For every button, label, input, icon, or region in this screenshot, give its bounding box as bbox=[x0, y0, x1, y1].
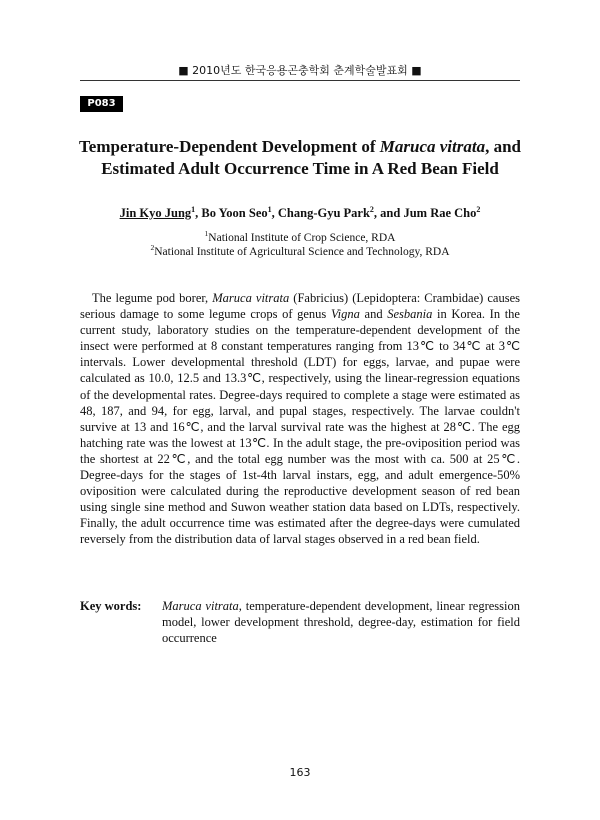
author-sep-3: , and bbox=[373, 206, 404, 221]
conference-header: ■ 2010년도 한국응용곤충학회 춘계학술발표회 ■ bbox=[178, 64, 422, 77]
affiliation-1-name: National Institute of Crop Science, RDA bbox=[208, 231, 396, 244]
poster-code-badge: P083 bbox=[80, 96, 123, 112]
abstract-s3: (Fabricius) (Lepidoptera: Crambidae) causes serious damage to some legume crops of genus bbox=[80, 291, 520, 322]
author-2-sup: 1 bbox=[267, 205, 272, 214]
abstract-text bbox=[80, 290, 520, 548]
author-list bbox=[60, 205, 540, 221]
author-4-sup: 2 bbox=[476, 205, 481, 214]
affiliation-2-name: National Institute of Agricultural Science and Technology, RDA bbox=[154, 245, 450, 258]
affiliation-2 bbox=[60, 243, 540, 258]
author-sep-2: , bbox=[271, 206, 278, 221]
abstract-s7: in Korea. In the current study, laboratory studies on the temperature-dependent development of the insect were performed at 8 constant temperatures ranging from 13℃ to 34℃ at 3℃ intervals. Lower developmental threshold (LDT) for eggs, larvae, and pupae were calculated as 10.0, 12.5 and 13.3℃, respectively, using the linear-regression equations of the developmental rates. Degree-days required to complete a stage were estimated as 48, 187, and 94, for egg, larval, and pupal stages, respectively. The larvae couldn't survive at 13 and 16℃, and the larval survival rate was the highest at 28℃. The egg hatching rate was the lowest at 13℃. In the adult stage, the pre-oviposition period was the shortest at 22℃, and the total egg number was the most with ca. 500 at 25℃. Degree-days for the stages of 1st-4th larval instars, egg, and adult emergence-50% oviposition were calculated during the reproductive development season of red bean using single sine method and Suwon weather station data based on LDTs, respectively. Finally, the adult occurrence time was estimated after the degree-days were cumulated reversely from the distribution data of larval stages observed in a red bean field. bbox=[80, 307, 520, 547]
abstract-s5: and bbox=[359, 307, 388, 322]
author-1: Jin Kyo Jung bbox=[119, 206, 192, 221]
keywords-section bbox=[80, 598, 520, 646]
title-part2: , and Estimated Adult Occurrence Time in A Red Bean Field bbox=[101, 137, 521, 178]
author-2: Bo Yoon Seo bbox=[201, 206, 268, 221]
author-3-sup: 2 bbox=[369, 205, 374, 214]
header-rule bbox=[80, 80, 520, 81]
author-sep-1: , bbox=[195, 206, 202, 221]
author-4: Jum Rae Cho bbox=[403, 206, 477, 221]
abstract-genus-vigna: Vigna bbox=[330, 307, 360, 322]
author-3: Chang-Gyu Park bbox=[277, 206, 370, 221]
abstract-species: Maruca vitrata bbox=[212, 291, 290, 305]
abstract-s1: The legume pod borer, bbox=[92, 291, 213, 305]
keywords-list: , temperature-dependent development, linear regression model, lower development threshold, degree-day, estimation for field occurrence bbox=[162, 599, 520, 645]
affiliation-1 bbox=[60, 229, 540, 244]
keywords-text bbox=[162, 598, 520, 646]
title-species: Maruca vitrata bbox=[379, 137, 486, 156]
keywords-species: Maruca vitrata bbox=[162, 599, 239, 613]
affiliation-1-sup: 1 bbox=[204, 229, 209, 238]
page-number: 163 bbox=[289, 766, 311, 779]
title-part1: Temperature-Dependent Development of bbox=[79, 137, 380, 156]
paper-title bbox=[60, 136, 540, 180]
keywords-label: Key words: bbox=[80, 599, 142, 613]
affiliation-2-sup: 2 bbox=[150, 243, 155, 252]
author-1-sup: 1 bbox=[191, 205, 196, 214]
abstract-genus-sesbania: Sesbania bbox=[387, 307, 433, 322]
